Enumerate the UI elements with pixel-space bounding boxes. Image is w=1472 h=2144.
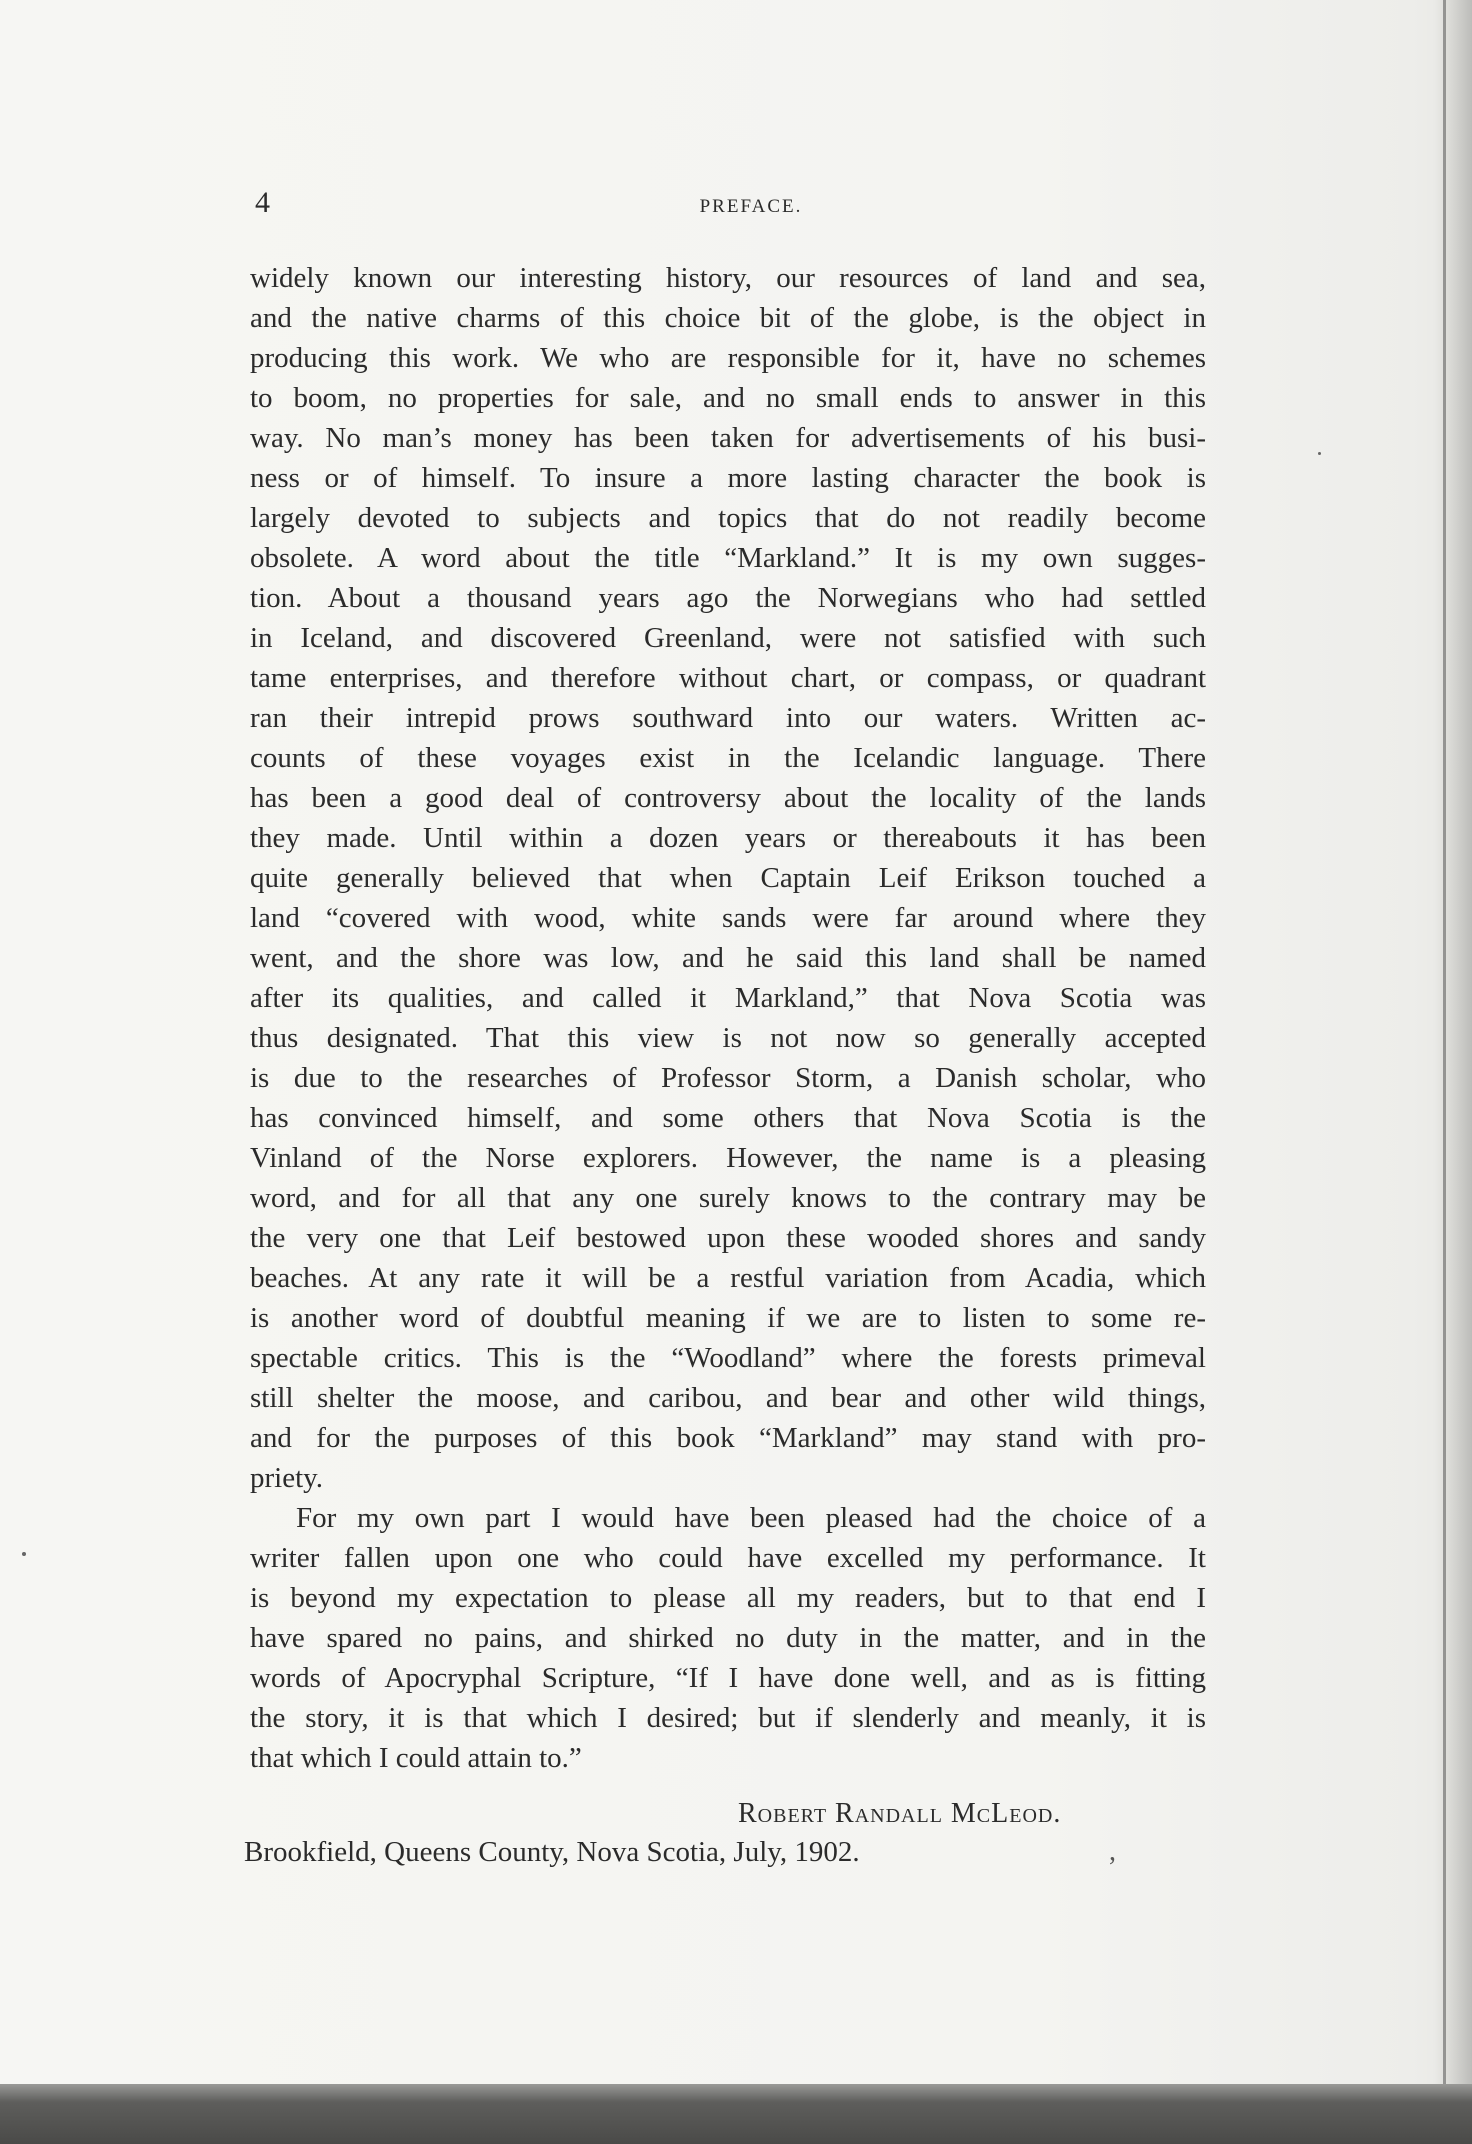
page-edge-line (1443, 0, 1446, 2144)
running-head: PREFACE. (699, 196, 803, 217)
body-text (250, 258, 1206, 1778)
text-line: ness or of himself. To insure a more lasting character the book is (250, 462, 1206, 494)
place-and-date: Brookfield, Queens County, Nova Scotia, July, 1902. (244, 1836, 860, 1868)
text-line: in Iceland, and discovered Greenland, were not satisfied with such (250, 622, 1206, 654)
text-line: word, and for all that any one surely knows to the contrary may be (250, 1182, 1206, 1214)
page-number: 4 (255, 186, 270, 219)
text-line: have spared no pains, and shirked no duty in the matter, and in the (250, 1622, 1206, 1654)
text-line: beaches. At any rate it will be a restful variation from Acadia, which (250, 1262, 1206, 1294)
text-line: spectable critics. This is the “Woodland” where the forests primeval (250, 1342, 1206, 1374)
text-line: has convinced himself, and some others that Nova Scotia is the (250, 1102, 1206, 1134)
text-line: and for the purposes of this book “Markland” may stand with pro- (250, 1422, 1206, 1454)
text-line: way. No man’s money has been taken for advertisements of his busi- (250, 422, 1206, 454)
text-line: obsolete. A word about the title “Markland.” It is my own sugges- (250, 542, 1206, 574)
author-signature: Robert Randall McLeod. (738, 1798, 1062, 1829)
text-line: has been a good deal of controversy about the locality of the lands (250, 782, 1206, 814)
text-line: land “covered with wood, white sands were far around where they (250, 902, 1206, 934)
text-line: largely devoted to subjects and topics that do not readily become (250, 502, 1206, 534)
text-line: thus designated. That this view is not now so generally accepted (250, 1022, 1206, 1054)
paper-speck (1318, 452, 1321, 455)
text-line: producing this work. We who are responsible for it, have no schemes (250, 342, 1206, 374)
text-line: Vinland of the Norse explorers. However, the name is a pleasing (250, 1142, 1206, 1174)
text-line: is due to the researches of Professor Storm, a Danish scholar, who (250, 1062, 1206, 1094)
text-line: they made. Until within a dozen years or thereabouts it has been (250, 822, 1206, 854)
text-line: ran their intrepid prows southward into our waters. Written ac- (250, 702, 1206, 734)
text-line: priety. (250, 1462, 324, 1494)
paragraph-2 (250, 1498, 1206, 1778)
text-line: and the native charms of this choice bit of the globe, is the object in (250, 302, 1206, 334)
text-line: For my own part I would have been pleased had the choice of a (296, 1502, 1206, 1534)
text-line: went, and the shore was low, and he said this land shall be named (250, 942, 1206, 974)
page-binding-shadow (1434, 0, 1472, 2144)
text-line: quite generally believed that when Captain Leif Erikson touched a (250, 862, 1206, 894)
text-line: is beyond my expectation to please all my readers, but to that end I (250, 1582, 1206, 1614)
text-line: is another word of doubtful meaning if we are to listen to some re- (250, 1302, 1206, 1334)
stray-mark: , (1109, 1836, 1116, 1867)
text-line: still shelter the moose, and caribou, and bear and other wild things, (250, 1382, 1206, 1414)
text-line: tion. About a thousand years ago the Norwegians who had settled (250, 582, 1206, 614)
text-line: the story, it is that which I desired; but if slenderly and meanly, it is (250, 1702, 1206, 1734)
text-line: writer fallen upon one who could have excelled my performance. It (250, 1542, 1206, 1574)
text-line: widely known our interesting history, our resources of land and sea, (250, 262, 1206, 294)
text-line: that which I could attain to.” (250, 1742, 582, 1774)
text-line: counts of these voyages exist in the Icelandic language. There (250, 742, 1206, 774)
text-line: tame enterprises, and therefore without chart, or compass, or quadrant (250, 662, 1206, 694)
text-line: after its qualities, and called it Markland,” that Nova Scotia was (250, 982, 1206, 1014)
scan-bottom-edge (0, 2084, 1472, 2144)
text-line: words of Apocryphal Scripture, “If I have done well, and as is fitting (250, 1662, 1206, 1694)
text-line: to boom, no properties for sale, and no small ends to answer in this (250, 382, 1206, 414)
text-line: the very one that Leif bestowed upon these wooded shores and sandy (250, 1222, 1206, 1254)
paper-speck (22, 1552, 26, 1556)
paragraph-1 (250, 258, 1206, 1498)
